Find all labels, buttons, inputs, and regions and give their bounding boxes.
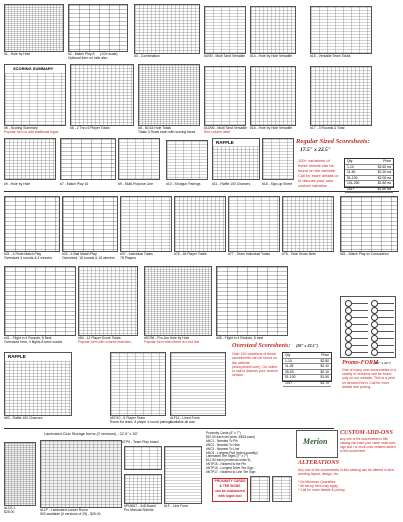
caption: #6 - 2 Thru 6 Player Totals xyxy=(70,126,110,130)
price-cell: $2.40 xyxy=(320,364,329,369)
regular-blurb: 100+ variations of these sheets can be found on the website. Call for more details or to discuss your own custom variation xyxy=(298,158,339,188)
caption: #18 - Sign-up Sheet xyxy=(262,182,293,186)
promo-line xyxy=(352,338,368,339)
caption: #1 - Hole by Hole xyxy=(4,52,31,56)
caption: #31 - 4 Rnds Match Play xyxy=(4,252,42,256)
price-cell: Qty xyxy=(285,353,291,357)
promo-line xyxy=(352,352,368,353)
promo-circle xyxy=(371,307,378,314)
caption-note: Oversized 4 rounds & 4 winners xyxy=(4,256,53,260)
regular-price-table xyxy=(344,158,394,191)
thumb-total-gross-nets[interactable] xyxy=(282,196,334,252)
price-cell: $2.20 ea xyxy=(377,170,391,175)
caption: #37 - Individual Totals xyxy=(120,252,153,256)
caption: #PNM17 - 4x8 Board xyxy=(124,504,156,508)
caption: #LLP - Laminated Locker Room xyxy=(40,508,88,512)
thumb-pro-am-hole-by-hole[interactable] xyxy=(144,266,212,336)
caption: #10 - Shotgun Pairings xyxy=(166,182,201,186)
promo-blurb: One of many new scoresheets in a variety of versions can be found only on our website. This is a print on demand form. Call for more details and pricing. xyxy=(342,368,396,389)
promo-circle xyxy=(345,335,352,342)
thumb-versatile-team-totals[interactable] xyxy=(310,6,372,54)
promo-line xyxy=(352,303,368,304)
oversized-price-table xyxy=(282,352,332,385)
caption-sub: Pro Manual Shields xyxy=(124,508,154,512)
caption: #78 - Total Gross Nets xyxy=(282,252,316,256)
raffle-label: RAFFLE xyxy=(8,354,26,359)
custom-title: CUSTOM ADD-ONS xyxy=(340,430,393,436)
caption: #3 - Combination xyxy=(134,54,160,58)
caption: #57/56 - Pro-Am Hole by Hole xyxy=(144,336,190,340)
caption-sub: $25.00 xyxy=(4,510,15,514)
promo-line xyxy=(378,331,394,332)
price-cell: 101-250 xyxy=(347,181,360,186)
promo-circle xyxy=(371,321,378,328)
badge-line: can be customized xyxy=(215,489,245,493)
caption: #LCS-1 xyxy=(4,506,16,510)
price-cell: 1-10 xyxy=(285,358,292,363)
pricing-line: #NC1 - Needed To Pin xyxy=(206,438,238,443)
pricing-line: #NC5 - Longest Putt (holed quantity) xyxy=(206,450,258,455)
alterations-title: ALTERATIONS xyxy=(298,460,339,466)
promo-circle xyxy=(345,321,352,328)
pricing-line: Proximity Cards (6" x 7") xyxy=(206,431,241,435)
caption: #LF - Line Form xyxy=(164,504,189,508)
caption: #15 - Versatile Team Totals xyxy=(310,54,351,58)
alteration-bullet: * Call for more details & pricing xyxy=(298,488,345,493)
promo-circle xyxy=(345,314,352,321)
caption: #9 - Hole by Hole xyxy=(4,182,31,186)
caption: #50 - 12 Player Score Totals xyxy=(78,336,121,340)
pricing-line: #NTP17 - Nearest to Line Tee Sign xyxy=(206,470,256,475)
price-cell: $1.80 ea xyxy=(377,181,391,186)
pricing-line: Laminated Tee Signs (7" x 7") xyxy=(206,454,248,459)
regular-size: 17.5" x 22.5" xyxy=(300,147,331,153)
proximity-pricing-list xyxy=(206,432,286,475)
promo-size: (20" x 22") xyxy=(374,361,391,365)
caption: #4/00 - Multi Tarot Versatile xyxy=(204,54,246,58)
thumb-scoring-summary[interactable] xyxy=(4,64,66,126)
caption: #6 - Scoring Summary xyxy=(4,126,38,130)
caption: #10/06 - Multi Tarot Versatile xyxy=(204,126,247,130)
thumb-match-play-8[interactable] xyxy=(68,4,128,52)
thumb-48-player-totals[interactable] xyxy=(174,196,226,252)
thumb-line-form[interactable] xyxy=(164,446,202,504)
thumb-match-play-16[interactable] xyxy=(60,138,116,180)
caption-note: Optional form on side also xyxy=(68,56,108,60)
merion-sample-sheet[interactable] xyxy=(296,430,338,458)
thumb-laminated-storage-1[interactable] xyxy=(4,442,36,506)
price-cell: 51-100 xyxy=(285,375,296,380)
price-cell: 11-25 xyxy=(285,364,294,369)
thumb-flight-4-rounds[interactable] xyxy=(4,266,76,336)
promo-line xyxy=(352,331,368,332)
thumb-lined-form[interactable] xyxy=(170,352,226,416)
promo-circle xyxy=(345,307,352,314)
thumb-laminated-locker-room[interactable] xyxy=(40,440,122,508)
caption-note: Red column label xyxy=(204,130,231,134)
price-cell: Qty xyxy=(347,159,353,163)
thumb-combination[interactable] xyxy=(134,4,200,54)
pricing-line: #NC2 - Nearest To Hole xyxy=(206,442,240,447)
caption: #17 - 3 Rounds & Total xyxy=(310,126,345,130)
price-cell: 51-100 xyxy=(347,175,358,180)
section-divider xyxy=(4,191,399,192)
caption-note: 78 Players xyxy=(120,256,137,260)
price-cell: 11-50 xyxy=(347,170,356,175)
promo-title: Promo-FORM xyxy=(342,360,379,366)
thumb-multi-tarot-versatile[interactable] xyxy=(204,66,246,126)
thumb-4-rnds-match-play[interactable] xyxy=(4,196,60,252)
oversized-title: Oversized Scoresheets: xyxy=(232,342,291,349)
caption: #TP5 - Team Play board xyxy=(122,440,159,444)
promo-circle xyxy=(371,342,378,349)
caption: #16 - Hole by Hole Versatile xyxy=(250,126,293,130)
promo-circle xyxy=(345,342,352,349)
price-cell: 26-50 xyxy=(285,369,294,374)
caption-note: Oversized, 16 rounds & 16 winners xyxy=(62,256,115,260)
custom-blurb: Any one of the scoresheets in this catalog can have your name multi-color logo and / or multi-color headers added to this scoresheet. xyxy=(340,437,396,453)
thumb-2-thru-6-player[interactable] xyxy=(70,64,134,126)
promo-line xyxy=(378,338,394,339)
promo-line xyxy=(352,345,368,346)
price-cell: 251+ xyxy=(347,186,355,191)
price-cell: 1-10 xyxy=(347,164,354,169)
promo-circle xyxy=(345,328,352,335)
promo-line xyxy=(378,317,394,318)
pricing-line: #NTP16 - Longest Drive Tee Sign xyxy=(206,466,254,471)
thumb-hole-by-hole[interactable] xyxy=(4,4,64,52)
promo-circle xyxy=(371,349,378,356)
caption: #76 - 48 Player Totals xyxy=(174,252,207,256)
thumb-4-ball-match-play[interactable] xyxy=(62,196,118,252)
thumb-hole-by-hole-versatile[interactable] xyxy=(250,6,296,54)
promo-line xyxy=(378,310,394,311)
price-cell: $1.70 xyxy=(320,380,329,385)
price-cell: Price xyxy=(321,353,329,357)
caption: #77 - Team Individual Totals xyxy=(228,252,270,256)
thumb-shotgun-pairings[interactable] xyxy=(166,140,208,180)
price-cell: $2.10 xyxy=(320,369,329,374)
caption: #2 - Match Play 8 xyxy=(68,52,95,56)
promo-line xyxy=(378,352,394,353)
promo-circle xyxy=(371,328,378,335)
scoring-summary-header: SCORING SUMMARY xyxy=(13,66,54,71)
price-cell: $2.60 ea xyxy=(377,164,391,169)
thumb-raffle-100[interactable] xyxy=(212,138,260,180)
promo-line xyxy=(352,317,368,318)
promo-line xyxy=(378,303,394,304)
raffle-label: RAFFLE xyxy=(216,140,234,145)
price-cell: $1.90 xyxy=(320,375,329,380)
alterations-blurb: Any one of the scoresheets in this catalog can be altered in size, wording layout, design, etc. xyxy=(298,468,395,476)
price-cell: $2.80 xyxy=(320,358,329,363)
caption: #58 - Flight in 4 Rounds, 8 best xyxy=(216,336,264,340)
caption-note: Popular form with colored matched... xyxy=(78,340,134,344)
promo-circle xyxy=(371,335,378,342)
caption: #57/10 - 5 Player Team xyxy=(110,416,145,420)
oversized-size: (20" x 22.5") xyxy=(296,343,319,348)
promo-line xyxy=(378,324,394,325)
caption-note: Popular form when there is a red line xyxy=(144,340,200,344)
caption: #53 - Raffle 100 Chances xyxy=(4,416,43,420)
caption-note: Popular form to add additional logos xyxy=(4,130,59,134)
thumb-individual-totals[interactable] xyxy=(120,196,172,252)
price-cell: 101+ xyxy=(285,380,293,385)
caption-note: Oversized form, 4 flights 8 best rounds xyxy=(4,340,63,344)
caption-note: Available all size xyxy=(170,420,196,424)
caption: #8 - 60-64 Hole Totals xyxy=(138,126,172,130)
caption-note: 500 available (6 versions of 25) - $25.00 xyxy=(40,512,101,516)
thumb-4x8-board[interactable] xyxy=(124,474,162,504)
thumb-proximity-card-2[interactable] xyxy=(272,476,292,502)
caption-sub: (1/2x scale) xyxy=(100,52,118,56)
section-divider xyxy=(4,428,334,429)
thumb-team-play-board[interactable] xyxy=(124,446,162,470)
regular-title: Regular Sized Scoresheets: xyxy=(296,138,370,145)
caption: #9 - Multi-Purpose Line xyxy=(118,182,154,186)
proximity-badge xyxy=(212,478,248,502)
pricing-line: #NC3 - Nearest To Line xyxy=(206,446,240,451)
merion-logo: Merion xyxy=(303,437,328,446)
thumb-sign-up-sheet[interactable] xyxy=(262,138,294,180)
caption: #7 - Match Play 16 xyxy=(60,182,89,186)
price-row xyxy=(283,381,331,387)
caption: #51 - Match Play w/ Consolation xyxy=(340,252,389,256)
alteration-bullet: * All set-up fees may apply xyxy=(298,484,338,489)
thumb-12-player-score-totals[interactable] xyxy=(78,266,138,336)
promo-circle xyxy=(371,314,378,321)
custom-addons-panel xyxy=(296,430,400,520)
alteration-bullet: * No Minimum Quantities xyxy=(298,480,336,484)
caption: #32 - 4 Ball Match Play xyxy=(62,252,97,256)
caption: #11 - Raffle 100 Chances xyxy=(212,182,251,186)
thumb-60-64-hole-totals[interactable] xyxy=(138,64,200,126)
price-cell: Price xyxy=(383,159,391,163)
promo-line xyxy=(352,324,368,325)
promo-circle xyxy=(371,300,378,307)
thumb-hole-by-hole-2[interactable] xyxy=(4,138,56,180)
promo-line xyxy=(352,310,368,311)
pricing-line: $12.50 each (minimum order 6) xyxy=(206,458,251,463)
thumb-team-individual-totals[interactable] xyxy=(228,196,280,252)
pricing-line: $10.00 each set (sets: 4/$18 each) xyxy=(206,434,256,439)
caption-note: Room for team, 5 player 4 round pairings xyxy=(110,420,172,424)
caption-note: Totals 3 Rows each with scoring faces xyxy=(138,130,196,134)
promo-circle xyxy=(345,349,352,356)
price-cell: $2.00 ea xyxy=(377,175,391,180)
alterations-bullets xyxy=(298,480,396,493)
thumb-3-rounds-total[interactable] xyxy=(310,66,372,126)
thumb-multi-purpose-line[interactable] xyxy=(118,138,160,180)
laminated-caption: Laminated Club Storage forms (2 versions) - 22.5" x 30" xyxy=(44,432,139,436)
promo-line xyxy=(378,345,394,346)
badge-line: with logos too! xyxy=(218,494,242,498)
caption: #14 - Hole by Hole Versatile xyxy=(250,54,293,58)
caption: #LF11 - Lined Form xyxy=(170,416,200,420)
thumb-flight-8-best[interactable] xyxy=(216,266,288,336)
thumb-5-player-team[interactable] xyxy=(110,352,166,416)
thumb-proximity-card-1[interactable] xyxy=(250,476,270,502)
oversized-blurb: Over 150 variations of these scoresheets can be found on the website (www.pindrill.com). Go online or call to discuss your custom version. xyxy=(232,352,278,378)
promo-circle xyxy=(345,300,352,307)
pricing-line: #NTP15 - Nearest to the Pin xyxy=(206,462,247,467)
thumb-promo-form[interactable] xyxy=(340,296,396,358)
price-cell: $1.60 ea xyxy=(377,186,391,191)
thumb-hole-by-hole-versatile-2[interactable] xyxy=(250,66,296,126)
badge-line: PROXIMITY CARDS xyxy=(214,479,246,483)
thumb-multi-tarot[interactable] xyxy=(204,6,246,54)
thumb-match-play-consolation[interactable] xyxy=(340,196,398,252)
thumb-raffle-100-large[interactable] xyxy=(4,352,72,416)
badge-line: & TEE SIGNS xyxy=(219,484,241,488)
caption: #41 - Flight in 4 Rounds, 8 Best xyxy=(4,336,52,340)
